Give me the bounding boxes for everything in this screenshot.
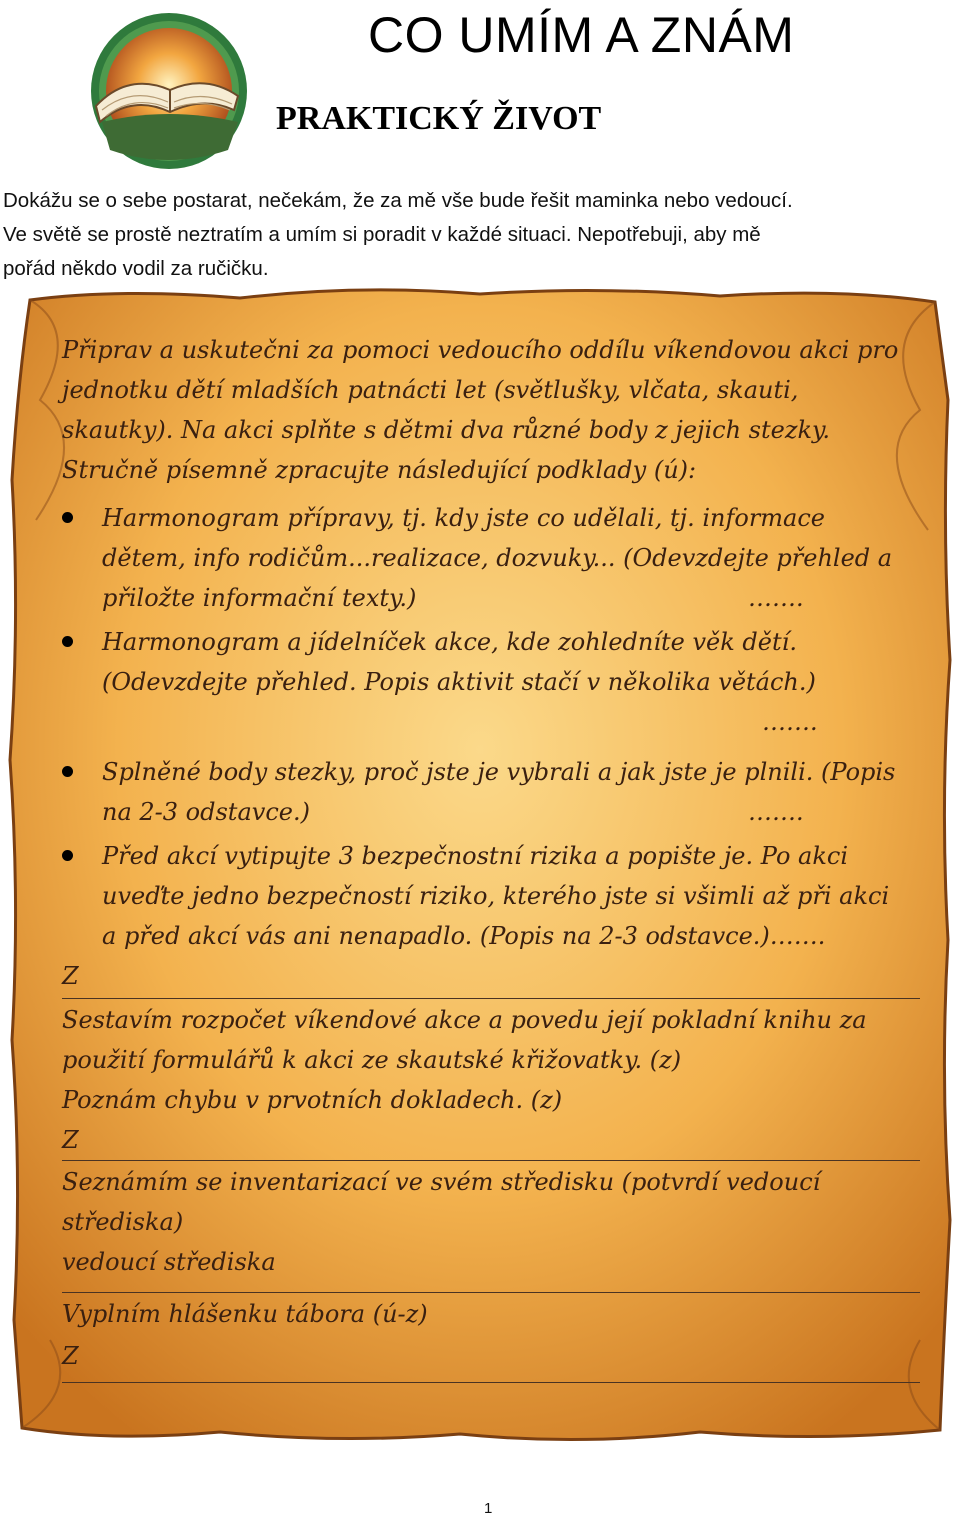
list-item-line: na 2-3 odstavce.) [102,798,310,826]
section-line: Poznám chybu v prvotních dokladech. (z) [62,1086,563,1114]
divider [62,1382,920,1383]
task-line: jednotku dětí mladších patnácti let (světlušky, vlčata, skauti, [62,376,799,404]
list-item-line: přiložte informační texty.) [102,584,417,612]
task-line: Stručně písemně zpracujte následující podklady (ú): [62,456,697,484]
intro-line: Ve světě se prostě neztratím a umím si poradit v každé situaci. Nepotřebuji, aby mě [3,223,761,246]
section-line: střediska) [62,1208,184,1236]
section-line: Vyplním hlášenku tábora (ú-z) [62,1300,428,1328]
task-line: skautky). Na akci splňte s dětmi dva různé body z jejich stezky. [62,416,831,444]
bullet-icon [62,512,73,523]
dots-placeholder: ……. [748,584,804,612]
intro-text [3,184,955,286]
page-number: 1 [484,1500,493,1517]
task-line: Připrav a uskutečni za pomoci vedoucího oddílu víkendovou akci pro [62,336,899,364]
page-title: CO UMÍM A ZNÁM [368,7,795,63]
list-item-line: Před akcí vytipujte 3 bezpečnostní rizika a popište je. Po akci [102,842,848,870]
list-item-line: dětem, info rodičům...realizace, dozvuky... (Odevzdejte přehled a [102,544,893,572]
list-item-line: uveďte jedno bezpečností riziko, kterého jste si všimli až při akci [102,882,890,910]
open-book-icon [88,10,250,172]
list-item-line: Splněné body stezky, proč jste je vybrali a jak jste je plnili. (Popis [102,758,896,786]
intro-line: Dokážu se o sebe postarat, nečekám, že za mě vše bude řešit maminka nebo vedoucí. [3,189,793,212]
list-item-line: (Odevzdejte přehled. Popis aktivit stačí v několika větách.) [102,668,816,696]
completion-mark: Z [62,1126,79,1154]
section-line: použití formulářů k akci ze skautské křižovatky. (z) [62,1046,682,1074]
dots-placeholder: ……. [762,708,818,736]
bullet-icon [62,636,73,647]
section-line: Sestavím rozpočet víkendové akce a povedu její pokladní knihu za [62,1006,867,1034]
completion-mark: Z [62,1342,79,1370]
divider [62,1160,920,1161]
list-item-line: a před akcí vás ani nenapadlo. (Popis na 2-3 odstavce.)……. [102,922,826,950]
bullet-icon [62,850,73,861]
completion-mark: vedoucí střediska [62,1248,276,1276]
list-item-line: Harmonogram a jídelníček akce, kde zohledníte věk dětí. [102,628,797,656]
section-line: Seznámím se inventarizací ve svém středisku (potvrdí vedoucí [62,1168,821,1196]
divider [62,1292,920,1293]
logo-emblem [88,10,250,172]
divider [62,998,920,999]
page-subtitle: PRAKTICKÝ ŽIVOT [276,100,602,137]
dots-placeholder: ……. [748,798,804,826]
bullet-icon [62,766,73,777]
list-item-line: Harmonogram přípravy, tj. kdy jste co udělali, tj. informace [102,504,825,532]
completion-mark: Z [62,962,79,990]
intro-line: pořád někdo vodil za ručičku. [3,257,269,280]
